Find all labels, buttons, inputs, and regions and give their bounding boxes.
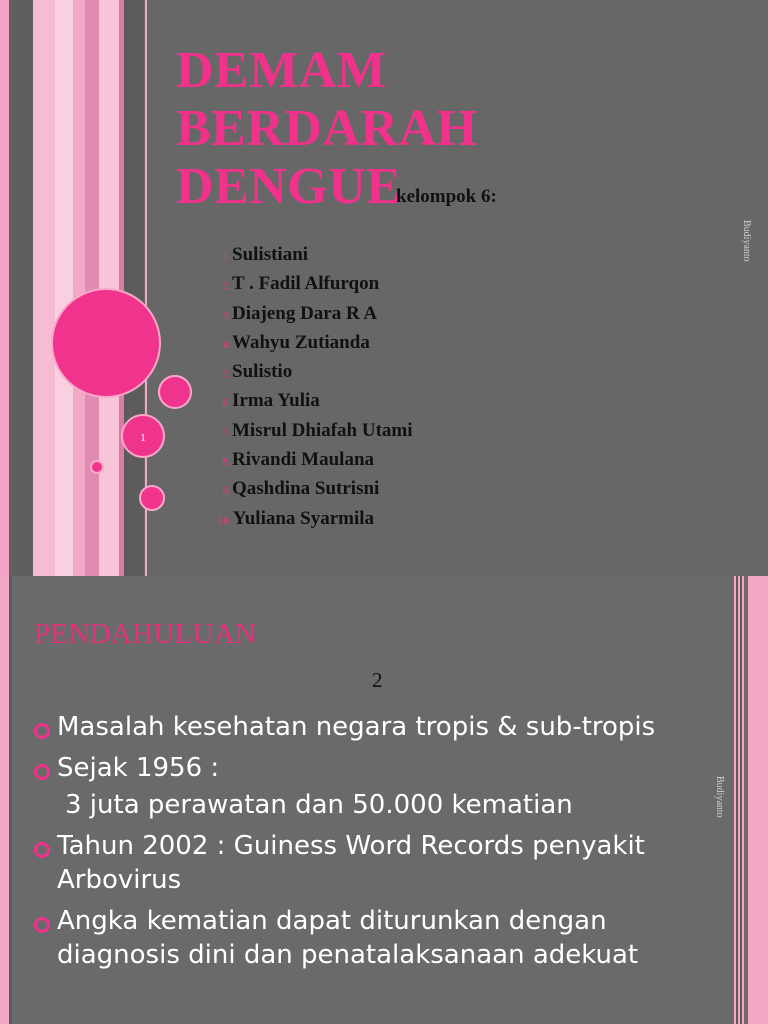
- list-item: [218, 332, 413, 361]
- bullet-circle-icon: [34, 842, 50, 858]
- list-number: 2.: [222, 280, 231, 293]
- list-item: [218, 273, 413, 302]
- decor-stripe: [9, 576, 12, 1024]
- author-label: Budiyanto: [741, 220, 752, 262]
- decor-circle-dot: [90, 460, 104, 474]
- author-label: Budiyanto: [714, 776, 725, 818]
- slide-title: PENDAHULUAN: [34, 618, 257, 650]
- list-item: [33, 829, 733, 897]
- decor-stripe: [0, 0, 9, 576]
- member-name: Qashdina Sutrisni: [232, 478, 380, 500]
- slide-number: 2: [372, 668, 383, 692]
- list-number: 1.: [222, 251, 231, 263]
- member-name: T . Fadil Alfurqon: [232, 273, 380, 295]
- bullet-text: Angka kematian dapat diturunkan dengan diagnosis dini dan penatalaksanaan adekuat: [57, 906, 639, 970]
- bullet-list: [33, 710, 733, 979]
- list-item: [218, 420, 413, 449]
- decor-circle-large: [51, 288, 161, 398]
- group-label: kelompok 6:: [396, 186, 497, 207]
- list-item: [218, 303, 413, 332]
- list-item: [33, 788, 733, 822]
- slide-2: [0, 576, 768, 1024]
- list-item: [33, 751, 733, 785]
- member-name: Yuliana Syarmila: [232, 507, 375, 529]
- list-number: 8.: [222, 456, 231, 469]
- member-name: Rivandi Maulana: [232, 449, 375, 471]
- list-item: [218, 508, 413, 537]
- list-item: [33, 710, 733, 744]
- list-item: [218, 390, 413, 419]
- member-list: [218, 244, 413, 537]
- member-name: Misrul Dhiafah Utami: [232, 419, 413, 441]
- slide-number: 1: [140, 432, 146, 444]
- bullet-text: 3 juta perawatan dan 50.000 kematian: [65, 790, 573, 820]
- title-line: DEMAM: [176, 42, 387, 99]
- list-number: 6.: [222, 397, 231, 410]
- bullet-circle-icon: [34, 764, 50, 780]
- list-number: 5.: [222, 368, 231, 381]
- member-name: Sulistio: [232, 361, 293, 383]
- list-item: [218, 244, 413, 273]
- title-line: DENGUE: [176, 158, 402, 215]
- member-name: Sulistiani: [232, 244, 309, 265]
- list-number: 4.: [222, 338, 231, 351]
- decor-stripe: [33, 0, 55, 576]
- list-item: [218, 449, 413, 478]
- decor-stripe: [742, 576, 744, 1024]
- list-item: [218, 478, 413, 507]
- list-number: 10.: [218, 514, 232, 527]
- decor-stripe: [748, 576, 768, 1024]
- bullet-circle-icon: [34, 917, 50, 933]
- decor-stripe: [0, 576, 9, 1024]
- member-name: Irma Yulia: [232, 390, 320, 412]
- decor-stripe: [55, 0, 73, 576]
- list-number: 3.: [222, 309, 231, 322]
- decor-stripe: [9, 0, 33, 576]
- bullet-text: Tahun 2002 : Guiness Word Records penyakit Arbovirus: [57, 831, 645, 895]
- list-number: 7.: [222, 426, 231, 439]
- list-item: [218, 361, 413, 390]
- decor-circle-small: [158, 375, 192, 409]
- bullet-text: Masalah kesehatan negara tropis & sub-tropis: [57, 712, 656, 742]
- list-number: 9.: [222, 485, 231, 498]
- list-item: [33, 904, 733, 972]
- decor-circle-small: [139, 485, 165, 511]
- decor-stripe: [73, 0, 85, 576]
- member-name: Wahyu Zutianda: [232, 331, 370, 353]
- bullet-circle-icon: [34, 723, 50, 739]
- member-name: Diajeng Dara R A: [232, 302, 378, 324]
- title-line: BERDARAH: [176, 100, 478, 157]
- bullet-text: Sejak 1956 :: [57, 753, 220, 783]
